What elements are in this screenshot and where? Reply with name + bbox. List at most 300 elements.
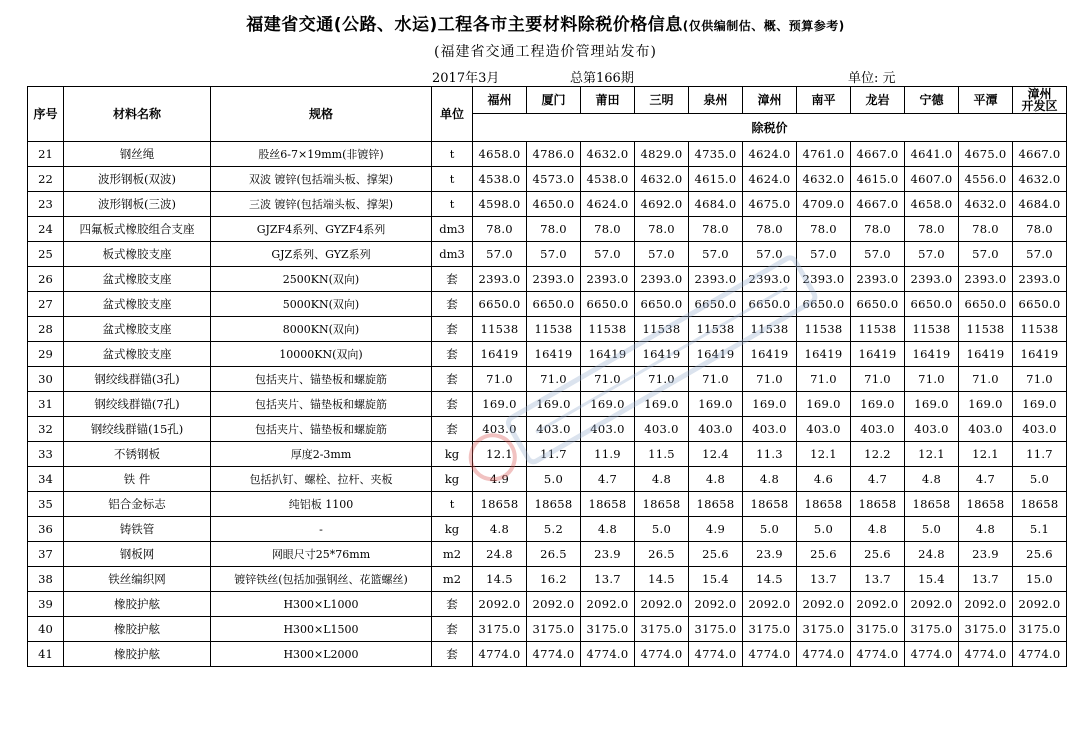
row-price-cell: 4538.0 xyxy=(473,167,527,192)
row-price-cell: 57.0 xyxy=(635,242,689,267)
row-price-cell: 3175.0 xyxy=(743,617,797,642)
row-price-cell: 4615.0 xyxy=(689,167,743,192)
row-unit: m2 xyxy=(432,567,473,592)
row-price-cell: 2092.0 xyxy=(689,592,743,617)
row-price-cell: 18658 xyxy=(581,492,635,517)
row-price-cell: 6650.0 xyxy=(581,292,635,317)
row-price-cell: 4624.0 xyxy=(743,142,797,167)
row-price-cell: 6650.0 xyxy=(1013,292,1067,317)
row-material-name: 铝合金标志 xyxy=(64,492,211,517)
row-price-cell: 18658 xyxy=(527,492,581,517)
row-price-cell: 78.0 xyxy=(905,217,959,242)
row-price-cell: 23.9 xyxy=(959,542,1013,567)
row-price-cell: 16419 xyxy=(797,342,851,367)
row-price-cell: 2092.0 xyxy=(635,592,689,617)
row-unit: 套 xyxy=(432,292,473,317)
row-unit: 套 xyxy=(432,317,473,342)
row-price-cell: 2092.0 xyxy=(527,592,581,617)
col-header-city: 三明 xyxy=(635,87,689,114)
row-price-cell: 4615.0 xyxy=(851,167,905,192)
row-price-cell: 403.0 xyxy=(527,417,581,442)
row-price-cell: 3175.0 xyxy=(797,617,851,642)
row-price-cell: 14.5 xyxy=(635,567,689,592)
row-material-name: 波形钢板(三波) xyxy=(64,192,211,217)
col-header-city: 福州 xyxy=(473,87,527,114)
date-label: 2017年3月 xyxy=(432,71,500,86)
row-price-cell: 11538 xyxy=(743,317,797,342)
row-price-cell: 4774.0 xyxy=(797,642,851,667)
row-price-cell: 4.8 xyxy=(635,467,689,492)
row-price-cell: 3175.0 xyxy=(689,617,743,642)
row-price-cell: 4658.0 xyxy=(473,142,527,167)
col-header-unit: 单位 xyxy=(432,87,473,142)
row-price-cell: 4.8 xyxy=(905,467,959,492)
row-spec: GJZ系列、GYZ系列 xyxy=(211,242,432,267)
row-spec: 镀锌铁丝(包括加强钢丝、花篮螺丝) xyxy=(211,567,432,592)
col-header-city: 宁德 xyxy=(905,87,959,114)
price-table xyxy=(27,86,1067,667)
col-header-seq: 序号 xyxy=(28,87,64,142)
row-price-cell: 3175.0 xyxy=(527,617,581,642)
col-header-spec: 规格 xyxy=(211,87,432,142)
row-price-cell: 3175.0 xyxy=(473,617,527,642)
table-row xyxy=(28,567,1067,592)
col-header-city: 南平 xyxy=(797,87,851,114)
row-price-cell: 4.8 xyxy=(581,517,635,542)
row-price-cell: 4667.0 xyxy=(851,192,905,217)
row-seq: 29 xyxy=(28,342,64,367)
row-material-name: 盆式橡胶支座 xyxy=(64,292,211,317)
row-price-cell: 18658 xyxy=(635,492,689,517)
row-price-cell: 13.7 xyxy=(959,567,1013,592)
row-price-cell: 15.4 xyxy=(905,567,959,592)
table-row xyxy=(28,367,1067,392)
row-price-cell: 6650.0 xyxy=(689,292,743,317)
row-price-cell: 2092.0 xyxy=(1013,592,1067,617)
row-seq: 35 xyxy=(28,492,64,517)
row-price-cell: 25.6 xyxy=(851,542,905,567)
row-material-name: 盆式橡胶支座 xyxy=(64,317,211,342)
row-price-cell: 78.0 xyxy=(743,217,797,242)
row-material-name: 四氟板式橡胶组合支座 xyxy=(64,217,211,242)
row-price-cell: 71.0 xyxy=(743,367,797,392)
row-price-cell: 5.0 xyxy=(1013,467,1067,492)
row-material-name: 板式橡胶支座 xyxy=(64,242,211,267)
row-price-cell: 2092.0 xyxy=(581,592,635,617)
row-price-cell: 16419 xyxy=(851,342,905,367)
row-price-cell: 16419 xyxy=(743,342,797,367)
row-spec: H300×L1000 xyxy=(211,592,432,617)
row-price-cell: 4573.0 xyxy=(527,167,581,192)
row-price-cell: 71.0 xyxy=(905,367,959,392)
row-price-cell: 4692.0 xyxy=(635,192,689,217)
row-price-cell: 11538 xyxy=(689,317,743,342)
row-spec: 双波 镀锌(包括端头板、撑架) xyxy=(211,167,432,192)
row-price-cell: 13.7 xyxy=(581,567,635,592)
row-price-cell: 71.0 xyxy=(635,367,689,392)
row-price-cell: 4632.0 xyxy=(581,142,635,167)
row-seq: 37 xyxy=(28,542,64,567)
row-price-cell: 2092.0 xyxy=(851,592,905,617)
row-price-cell: 4.9 xyxy=(473,467,527,492)
row-spec: 8000KN(双向) xyxy=(211,317,432,342)
row-material-name: 不锈钢板 xyxy=(64,442,211,467)
table-row xyxy=(28,267,1067,292)
row-price-cell: 169.0 xyxy=(905,392,959,417)
row-seq: 27 xyxy=(28,292,64,317)
row-seq: 21 xyxy=(28,142,64,167)
row-price-cell: 57.0 xyxy=(851,242,905,267)
row-price-cell: 78.0 xyxy=(797,217,851,242)
row-price-cell: 4709.0 xyxy=(797,192,851,217)
row-price-cell: 71.0 xyxy=(473,367,527,392)
row-spec: 股丝6-7×19mm(非镀锌) xyxy=(211,142,432,167)
row-price-cell: 71.0 xyxy=(1013,367,1067,392)
col-header-city: 漳州 开发区 xyxy=(1013,87,1067,114)
row-seq: 24 xyxy=(28,217,64,242)
row-price-cell: 16419 xyxy=(473,342,527,367)
row-price-cell: 6650.0 xyxy=(527,292,581,317)
row-price-cell: 5.0 xyxy=(743,517,797,542)
row-price-cell: 4786.0 xyxy=(527,142,581,167)
row-price-cell: 14.5 xyxy=(743,567,797,592)
row-price-cell: 12.1 xyxy=(959,442,1013,467)
row-price-cell: 16419 xyxy=(689,342,743,367)
row-price-cell: 4632.0 xyxy=(797,167,851,192)
row-price-cell: 11538 xyxy=(959,317,1013,342)
row-unit: t xyxy=(432,167,473,192)
row-price-cell: 2393.0 xyxy=(473,267,527,292)
row-price-cell: 11.3 xyxy=(743,442,797,467)
row-price-cell: 78.0 xyxy=(1013,217,1067,242)
row-unit: m2 xyxy=(432,542,473,567)
row-price-cell: 2092.0 xyxy=(905,592,959,617)
page-title xyxy=(0,10,1091,35)
row-price-cell: 57.0 xyxy=(581,242,635,267)
table-row xyxy=(28,317,1067,342)
row-unit: kg xyxy=(432,517,473,542)
table-row xyxy=(28,617,1067,642)
row-price-cell: 3175.0 xyxy=(1013,617,1067,642)
row-price-cell: 6650.0 xyxy=(851,292,905,317)
row-price-cell: 11538 xyxy=(581,317,635,342)
row-spec: 5000KN(双向) xyxy=(211,292,432,317)
row-price-cell: 6650.0 xyxy=(743,292,797,317)
table-header xyxy=(28,87,1067,142)
row-price-cell: 11.5 xyxy=(635,442,689,467)
row-price-cell: 4.8 xyxy=(851,517,905,542)
row-price-cell: 4774.0 xyxy=(851,642,905,667)
row-price-cell: 4774.0 xyxy=(959,642,1013,667)
row-price-cell: 4774.0 xyxy=(1013,642,1067,667)
row-material-name: 钢绞线群锚(7孔) xyxy=(64,392,211,417)
row-price-cell: 12.4 xyxy=(689,442,743,467)
row-price-cell: 169.0 xyxy=(689,392,743,417)
row-unit: 套 xyxy=(432,367,473,392)
row-unit: dm3 xyxy=(432,242,473,267)
row-price-cell: 5.2 xyxy=(527,517,581,542)
row-price-cell: 4.8 xyxy=(689,467,743,492)
row-price-cell: 5.0 xyxy=(527,467,581,492)
table-row xyxy=(28,342,1067,367)
row-price-cell: 403.0 xyxy=(905,417,959,442)
row-price-cell: 4774.0 xyxy=(689,642,743,667)
row-price-cell: 4.7 xyxy=(581,467,635,492)
row-seq: 22 xyxy=(28,167,64,192)
row-price-cell: 4761.0 xyxy=(797,142,851,167)
row-price-cell: 18658 xyxy=(797,492,851,517)
table-row xyxy=(28,417,1067,442)
row-price-cell: 57.0 xyxy=(689,242,743,267)
row-unit: 套 xyxy=(432,417,473,442)
row-seq: 40 xyxy=(28,617,64,642)
row-price-cell: 403.0 xyxy=(959,417,1013,442)
row-price-cell: 4650.0 xyxy=(527,192,581,217)
row-price-cell: 2393.0 xyxy=(527,267,581,292)
row-price-cell: 169.0 xyxy=(959,392,1013,417)
col-header-name: 材料名称 xyxy=(64,87,211,142)
row-price-cell: 4.8 xyxy=(959,517,1013,542)
row-price-cell: 16419 xyxy=(959,342,1013,367)
row-price-cell: 78.0 xyxy=(473,217,527,242)
row-seq: 25 xyxy=(28,242,64,267)
row-price-cell: 4774.0 xyxy=(905,642,959,667)
row-price-cell: 71.0 xyxy=(797,367,851,392)
row-price-cell: 403.0 xyxy=(851,417,905,442)
row-price-cell: 403.0 xyxy=(635,417,689,442)
row-price-cell: 11.7 xyxy=(1013,442,1067,467)
publisher-line: (福建省交通工程造价管理站发布) xyxy=(434,44,657,60)
row-price-cell: 16419 xyxy=(527,342,581,367)
row-spec: 2500KN(双向) xyxy=(211,267,432,292)
row-price-cell: 11538 xyxy=(473,317,527,342)
row-price-cell: 2393.0 xyxy=(689,267,743,292)
row-price-cell: 4829.0 xyxy=(635,142,689,167)
row-price-cell: 4632.0 xyxy=(1013,167,1067,192)
row-price-cell: 16419 xyxy=(905,342,959,367)
row-spec: 包括扒钉、螺栓、拉杆、夹板 xyxy=(211,467,432,492)
row-price-cell: 11538 xyxy=(527,317,581,342)
row-price-cell: 78.0 xyxy=(527,217,581,242)
row-price-cell: 12.1 xyxy=(905,442,959,467)
row-price-cell: 2393.0 xyxy=(635,267,689,292)
row-unit: 套 xyxy=(432,392,473,417)
issue-label: 总第166期 xyxy=(570,71,634,86)
row-price-cell: 5.0 xyxy=(797,517,851,542)
row-price-cell: 25.6 xyxy=(1013,542,1067,567)
row-price-cell: 403.0 xyxy=(1013,417,1067,442)
row-price-cell: 71.0 xyxy=(581,367,635,392)
table-row xyxy=(28,517,1067,542)
row-material-name: 盆式橡胶支座 xyxy=(64,267,211,292)
row-spec: - xyxy=(211,517,432,542)
row-price-cell: 169.0 xyxy=(851,392,905,417)
row-material-name: 铁丝编织网 xyxy=(64,567,211,592)
row-price-cell: 78.0 xyxy=(581,217,635,242)
table-row xyxy=(28,492,1067,517)
row-price-cell: 2393.0 xyxy=(851,267,905,292)
row-price-cell: 18658 xyxy=(743,492,797,517)
row-material-name: 钢绞线群锚(15孔) xyxy=(64,417,211,442)
table-row xyxy=(28,167,1067,192)
row-seq: 33 xyxy=(28,442,64,467)
row-price-cell: 4598.0 xyxy=(473,192,527,217)
row-spec: GJZF4系列、GYZF4系列 xyxy=(211,217,432,242)
table-row xyxy=(28,542,1067,567)
row-price-cell: 169.0 xyxy=(581,392,635,417)
col-header-city: 莆田 xyxy=(581,87,635,114)
row-unit: 套 xyxy=(432,617,473,642)
row-price-cell: 3175.0 xyxy=(905,617,959,642)
row-price-cell: 57.0 xyxy=(1013,242,1067,267)
row-spec: 纯铝板 1100 xyxy=(211,492,432,517)
row-unit: t xyxy=(432,492,473,517)
row-price-cell: 16419 xyxy=(635,342,689,367)
row-price-cell: 6650.0 xyxy=(797,292,851,317)
row-price-cell: 11.7 xyxy=(527,442,581,467)
col-header-city: 漳州 xyxy=(743,87,797,114)
row-price-cell: 11538 xyxy=(797,317,851,342)
row-unit: 套 xyxy=(432,342,473,367)
row-price-cell: 169.0 xyxy=(743,392,797,417)
row-price-cell: 18658 xyxy=(959,492,1013,517)
row-material-name: 橡胶护舷 xyxy=(64,592,211,617)
row-price-cell: 13.7 xyxy=(797,567,851,592)
row-price-cell: 24.8 xyxy=(905,542,959,567)
row-price-cell: 4658.0 xyxy=(905,192,959,217)
row-price-cell: 16419 xyxy=(1013,342,1067,367)
row-price-cell: 4632.0 xyxy=(959,192,1013,217)
row-price-cell: 11538 xyxy=(635,317,689,342)
row-price-cell: 71.0 xyxy=(851,367,905,392)
row-seq: 23 xyxy=(28,192,64,217)
row-price-cell: 18658 xyxy=(689,492,743,517)
row-price-cell: 3175.0 xyxy=(635,617,689,642)
row-seq: 31 xyxy=(28,392,64,417)
row-unit: t xyxy=(432,192,473,217)
row-price-cell: 4735.0 xyxy=(689,142,743,167)
row-material-name: 橡胶护舷 xyxy=(64,617,211,642)
row-price-cell: 169.0 xyxy=(527,392,581,417)
row-price-cell: 57.0 xyxy=(473,242,527,267)
table-row xyxy=(28,467,1067,492)
row-price-cell: 3175.0 xyxy=(581,617,635,642)
row-price-cell: 26.5 xyxy=(635,542,689,567)
row-price-cell: 12.1 xyxy=(797,442,851,467)
row-material-name: 钢丝绳 xyxy=(64,142,211,167)
row-price-cell: 2393.0 xyxy=(1013,267,1067,292)
row-price-cell: 2393.0 xyxy=(581,267,635,292)
row-price-cell: 4.8 xyxy=(743,467,797,492)
row-price-cell: 403.0 xyxy=(473,417,527,442)
row-material-name: 钢绞线群锚(3孔) xyxy=(64,367,211,392)
row-price-cell: 4667.0 xyxy=(1013,142,1067,167)
table-row xyxy=(28,442,1067,467)
table-row xyxy=(28,242,1067,267)
page-title-sub: (仅供编制估、概、预算参考) xyxy=(682,19,845,33)
row-price-cell: 57.0 xyxy=(959,242,1013,267)
row-price-cell: 4774.0 xyxy=(743,642,797,667)
row-spec: 三波 镀锌(包括端头板、撑架) xyxy=(211,192,432,217)
row-price-cell: 4607.0 xyxy=(905,167,959,192)
row-price-cell: 23.9 xyxy=(581,542,635,567)
table-row xyxy=(28,192,1067,217)
row-price-cell: 57.0 xyxy=(797,242,851,267)
row-price-cell: 11.9 xyxy=(581,442,635,467)
row-price-cell: 11538 xyxy=(1013,317,1067,342)
row-price-cell: 403.0 xyxy=(743,417,797,442)
row-price-cell: 25.6 xyxy=(797,542,851,567)
row-price-cell: 12.1 xyxy=(473,442,527,467)
col-header-city: 龙岩 xyxy=(851,87,905,114)
row-price-cell: 18658 xyxy=(905,492,959,517)
row-seq: 39 xyxy=(28,592,64,617)
row-price-cell: 16.2 xyxy=(527,567,581,592)
row-price-cell: 4.7 xyxy=(851,467,905,492)
row-seq: 32 xyxy=(28,417,64,442)
table-row xyxy=(28,292,1067,317)
row-price-cell: 4632.0 xyxy=(635,167,689,192)
row-price-cell: 169.0 xyxy=(473,392,527,417)
row-price-cell: 3175.0 xyxy=(959,617,1013,642)
row-price-cell: 2393.0 xyxy=(959,267,1013,292)
row-price-cell: 71.0 xyxy=(689,367,743,392)
row-price-cell: 14.5 xyxy=(473,567,527,592)
row-spec: H300×L1500 xyxy=(211,617,432,642)
row-seq: 36 xyxy=(28,517,64,542)
row-price-cell: 16419 xyxy=(581,342,635,367)
row-spec: 包括夹片、锚垫板和螺旋筋 xyxy=(211,367,432,392)
row-price-cell: 6650.0 xyxy=(959,292,1013,317)
row-material-name: 钢板网 xyxy=(64,542,211,567)
row-unit: 套 xyxy=(432,267,473,292)
row-spec: 包括夹片、锚垫板和螺旋筋 xyxy=(211,417,432,442)
row-price-cell: 26.5 xyxy=(527,542,581,567)
row-price-cell: 4684.0 xyxy=(689,192,743,217)
unit-label: 单位: 元 xyxy=(848,71,896,86)
row-price-cell: 3175.0 xyxy=(851,617,905,642)
row-price-cell: 4641.0 xyxy=(905,142,959,167)
row-price-cell: 5.1 xyxy=(1013,517,1067,542)
row-price-cell: 4667.0 xyxy=(851,142,905,167)
table-row xyxy=(28,642,1067,667)
row-price-cell: 11538 xyxy=(851,317,905,342)
row-price-cell: 6650.0 xyxy=(905,292,959,317)
row-price-cell: 403.0 xyxy=(689,417,743,442)
row-price-cell: 4538.0 xyxy=(581,167,635,192)
row-price-cell: 2393.0 xyxy=(797,267,851,292)
row-price-cell: 169.0 xyxy=(797,392,851,417)
page-title-main: 福建省交通(公路、水运)工程各市主要材料除税价格信息 xyxy=(246,15,683,35)
row-price-cell: 403.0 xyxy=(797,417,851,442)
row-price-cell: 4675.0 xyxy=(959,142,1013,167)
row-material-name: 盆式橡胶支座 xyxy=(64,342,211,367)
row-price-cell: 12.2 xyxy=(851,442,905,467)
row-price-cell: 78.0 xyxy=(851,217,905,242)
row-spec: 包括夹片、锚垫板和螺旋筋 xyxy=(211,392,432,417)
row-spec: 10000KN(双向) xyxy=(211,342,432,367)
row-price-cell: 78.0 xyxy=(959,217,1013,242)
row-price-cell: 24.8 xyxy=(473,542,527,567)
row-seq: 26 xyxy=(28,267,64,292)
row-seq: 30 xyxy=(28,367,64,392)
row-price-cell: 4.9 xyxy=(689,517,743,542)
row-price-cell: 15.0 xyxy=(1013,567,1067,592)
row-unit: 套 xyxy=(432,642,473,667)
row-price-cell: 4624.0 xyxy=(743,167,797,192)
row-unit: dm3 xyxy=(432,217,473,242)
row-price-cell: 4.6 xyxy=(797,467,851,492)
